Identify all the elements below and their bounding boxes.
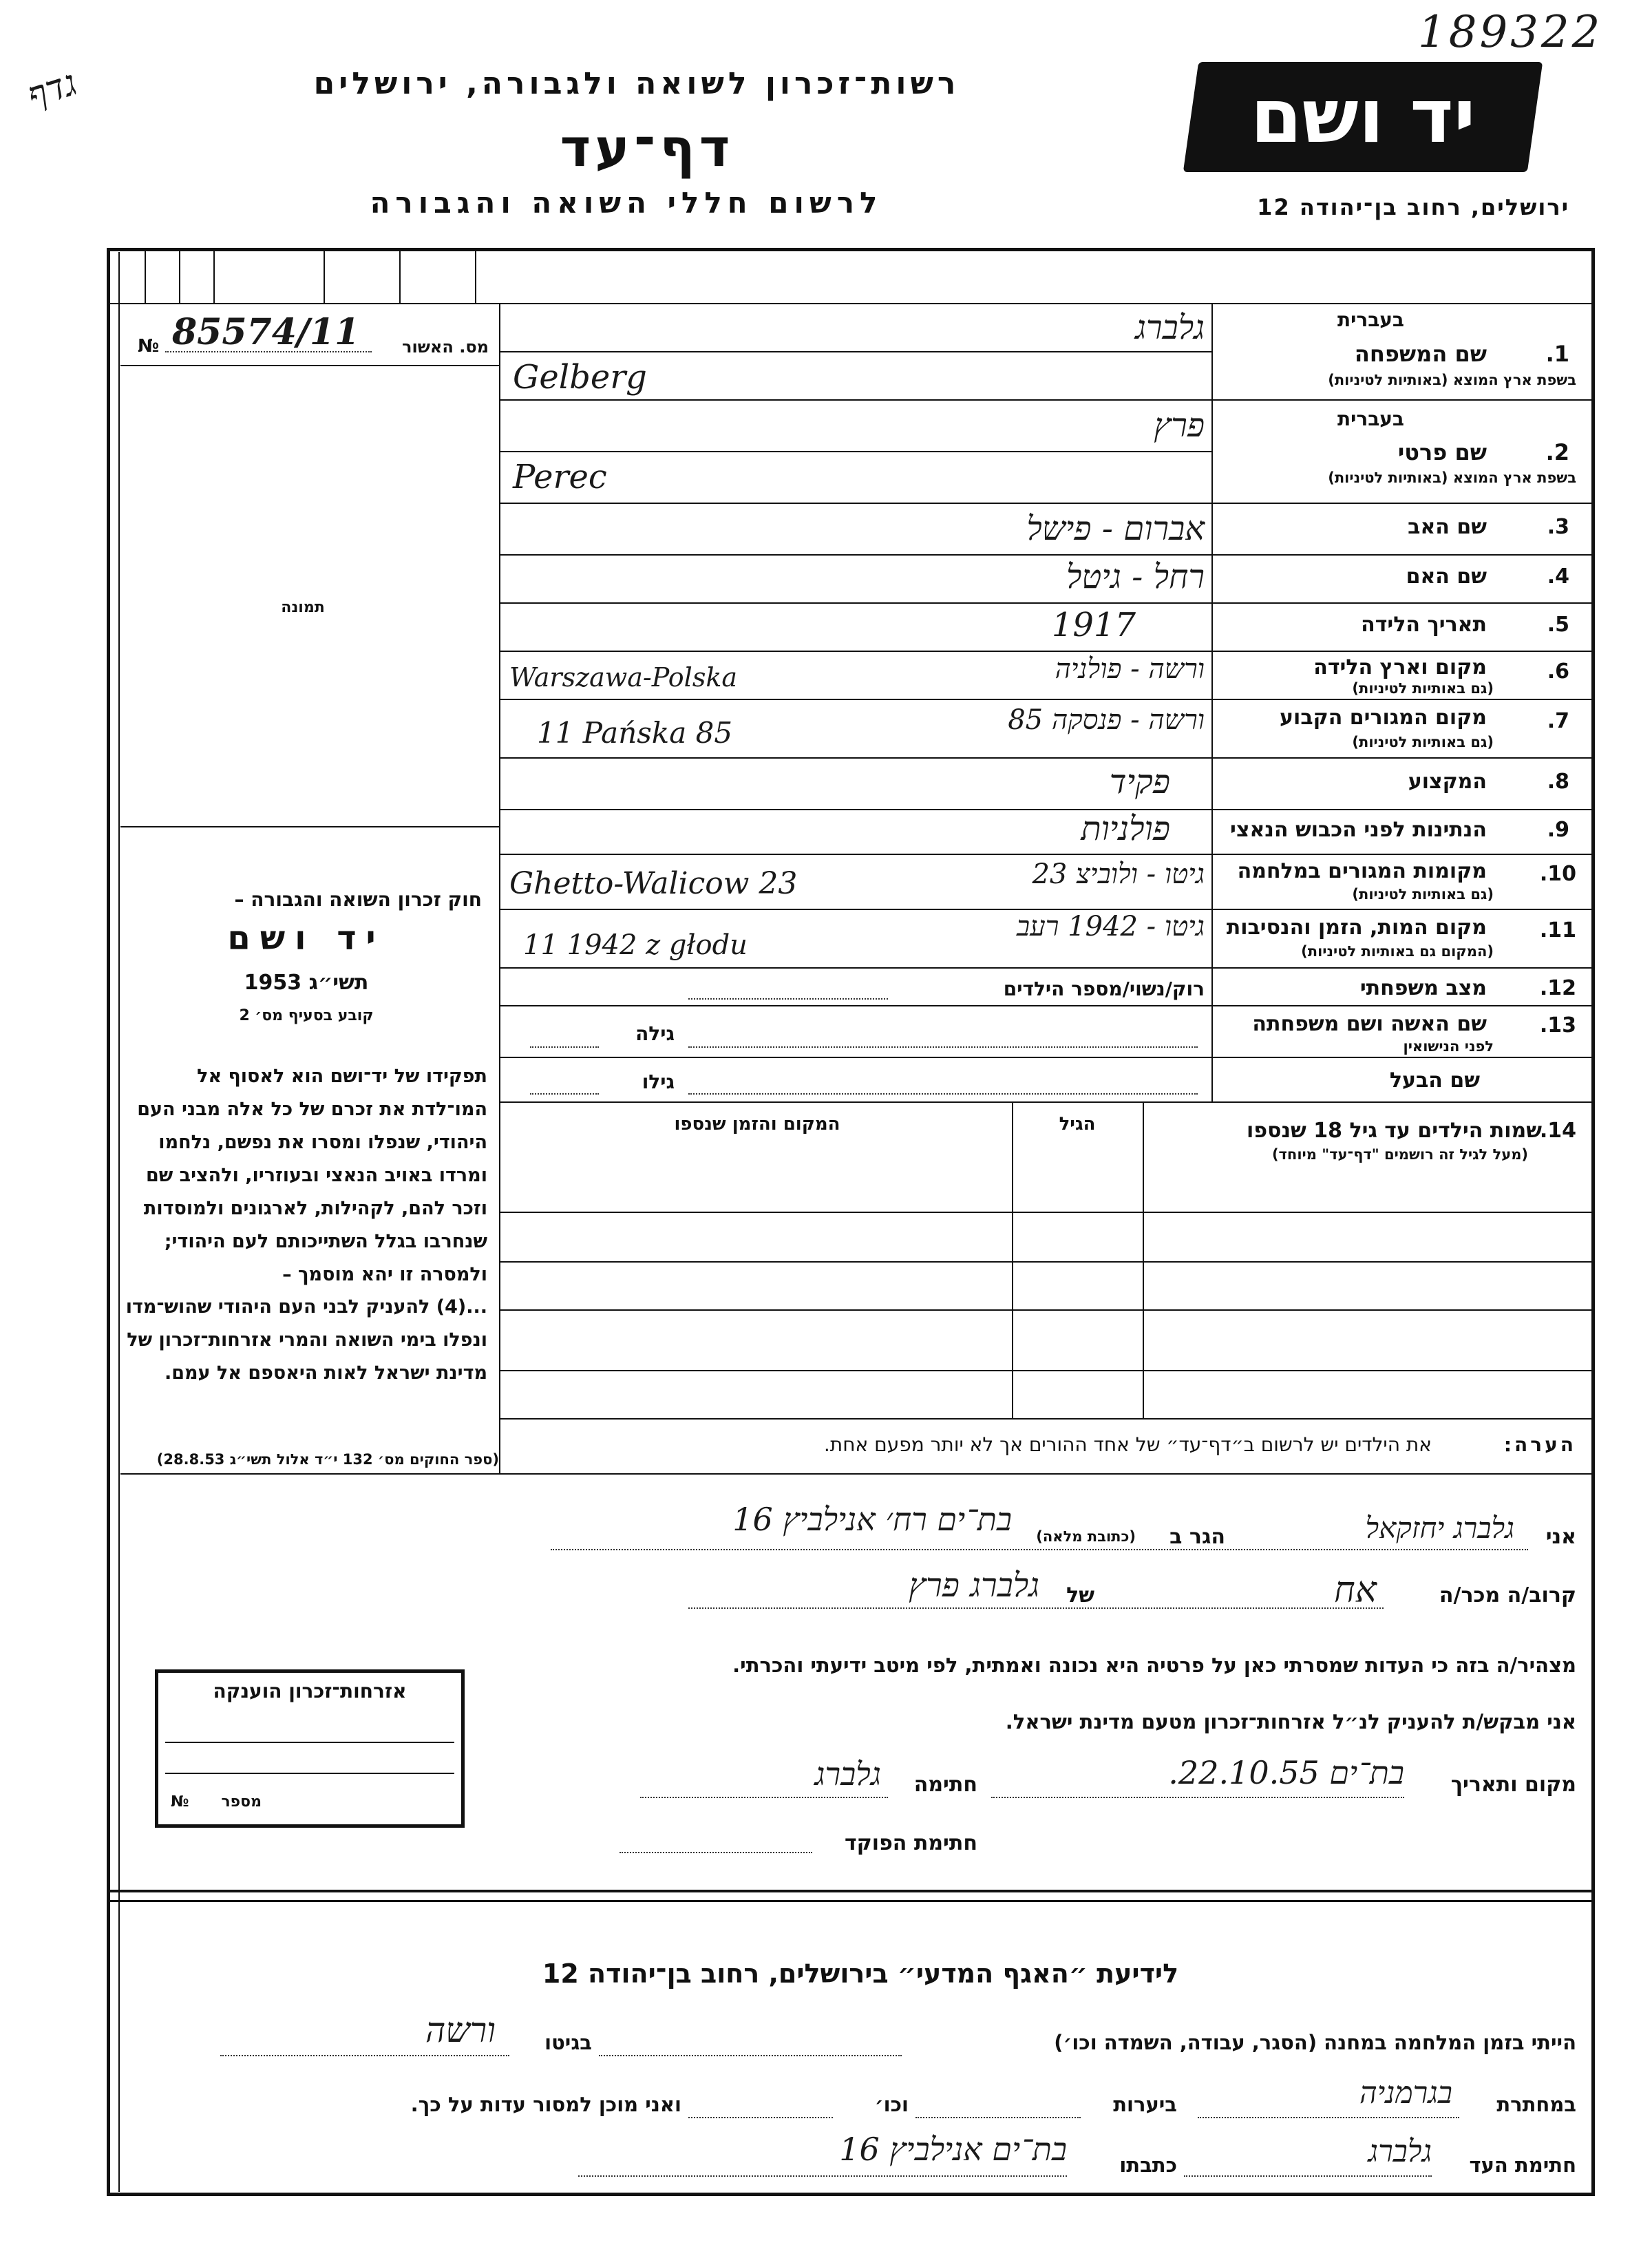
archive-number: 189322 xyxy=(1418,7,1603,58)
row-line xyxy=(499,1057,1591,1058)
field-2-label: שם פרטי xyxy=(1397,439,1487,465)
decl-statement-2: אני מבקש/ת להעניק לנ״ל אזרחות־זכרון מטעם מדינת ישראל. xyxy=(1005,1710,1576,1733)
logo-text: יד ושם xyxy=(1250,74,1476,160)
field-11-label: מקום המות, הזמן והנסיבות xyxy=(1226,916,1487,940)
field-1-sub: בשפת ארץ המוצא (באותיות לטיניות) xyxy=(1328,372,1576,388)
law-text: תפקידו של יד־ושם הוא לאסוף אל המו־לדת את זכרם של כל אלה מבני העם היהודי, שנפלו ומסרו את נפשם, נלחמו ומרדו באויב הנאצי ובעוזריו, ולהציב שם וזכר להם, לקהילות, לארגונים ולמוסדות שנחרבו בגלל השתייכותם לעם היהודי; ולמסרה זו יהא מוסמך – xyxy=(137,1066,487,1285)
field-3-num: 3. xyxy=(1547,515,1569,539)
stamp-mark: גדף xyxy=(22,62,82,117)
field-5-hebrew[interactable]: 1917 xyxy=(1051,606,1136,644)
form-title: דף־עד xyxy=(560,117,734,178)
field-9-label: הנתינות לפני הכבוש הנאצי xyxy=(1230,818,1487,842)
reg-no-suffix: № xyxy=(138,336,160,357)
row-line xyxy=(499,399,1591,401)
decl-address-hint: (כתובת מלאה) xyxy=(1036,1528,1136,1545)
field-6-num: 6. xyxy=(1547,660,1569,684)
footer-partisan-label: במחתרת xyxy=(1496,2093,1576,2116)
footer-witness-value[interactable]: גלברג xyxy=(1368,2134,1432,2169)
field-4-label: שם האם xyxy=(1406,564,1487,589)
logo xyxy=(1183,62,1543,172)
strip-div xyxy=(145,248,146,303)
left-column-divider xyxy=(499,303,500,1473)
husband-age-label: גילו xyxy=(642,1070,675,1093)
decl-resides-label: הגר ב xyxy=(1169,1525,1225,1549)
decl-address-value[interactable]: בת־ים רח׳ אנילביץ 16 xyxy=(732,1501,1012,1538)
field-1-num: 1. xyxy=(1545,341,1569,367)
decl-address-line xyxy=(551,1549,1528,1550)
reg-label: מס. האשור xyxy=(402,337,489,357)
field-4-num: 4. xyxy=(1547,564,1569,589)
decl-official-line xyxy=(620,1852,812,1853)
institution-name: רשות־זכרון לשואה ולגבורה, ירושלים xyxy=(313,66,960,101)
footer-title: לידיעת ״האגף המדעי״ בירושלים, רחוב בן־יהודה 12 xyxy=(542,1959,1179,1989)
footer-witness-label: חתימת העד xyxy=(1469,2153,1576,2177)
row-line xyxy=(499,699,1591,700)
row-line xyxy=(499,351,1211,352)
field-13-label: שם האשה ושם משפחתה xyxy=(1252,1012,1487,1036)
field-3-hebrew[interactable]: אברום - פישל xyxy=(1026,509,1205,548)
field-6-hebrew[interactable]: ורשה - פולניה xyxy=(1055,653,1205,685)
decl-signature-line xyxy=(640,1797,888,1798)
field-7-label: מקום המגורים הקבוע xyxy=(1280,706,1487,730)
decl-i-value[interactable]: גלברג יחזקאל xyxy=(1365,1511,1514,1545)
decl-signature-label: חתימה xyxy=(913,1773,977,1797)
citizenship-box-line xyxy=(165,1773,454,1774)
photo-bottom-line xyxy=(120,826,499,827)
field-13-name-line xyxy=(688,1046,1198,1048)
husband-name-line xyxy=(688,1093,1198,1095)
field-4-hebrew[interactable]: רחל - גיטל xyxy=(1066,558,1205,596)
field-14-num: 14. xyxy=(1539,1119,1576,1143)
field-13-num: 13. xyxy=(1539,1013,1576,1037)
footer-was-line xyxy=(599,2055,902,2056)
field-1-latin[interactable]: Gelberg xyxy=(513,358,647,397)
field-8-hebrew[interactable]: פקיד xyxy=(1109,763,1170,801)
footer-in-label: בגיטו xyxy=(544,2031,592,2054)
note-bottom-line xyxy=(499,1473,1591,1475)
row-line xyxy=(499,757,1591,759)
field-6-label: מקום וארץ הלידה xyxy=(1313,655,1487,679)
footer-was-label: הייתי בזמן המלחמה במחנה (הסגר, עבודה, השמדה וכו׳) xyxy=(1054,2031,1576,2054)
citizenship-box-no: № xyxy=(171,1793,189,1811)
row-line xyxy=(499,602,1591,604)
footer-partisan-line xyxy=(1198,2117,1459,2118)
row-line xyxy=(499,854,1591,855)
field-5-label: תאריך הלידה xyxy=(1361,613,1487,637)
field-6-latin[interactable]: Warszawa-Polska xyxy=(509,662,738,693)
husband-label: שם הבעל xyxy=(1389,1068,1480,1093)
field-12-options[interactable]: רוק/נשוי/מספר הילדים xyxy=(1003,978,1205,1000)
footer-address-value[interactable]: בת־ים אנילביץ 16 xyxy=(839,2131,1067,2168)
strip-div xyxy=(324,248,325,303)
form-subtitle: לרשום חללי השואה והגבורה xyxy=(370,186,883,220)
field-7-hebrew[interactable]: ורשה - פנסקה 85 xyxy=(1008,704,1205,736)
footer-in-line xyxy=(220,2055,509,2056)
citizenship-box-title: אזרחות־זכרון הוענקה xyxy=(213,1680,407,1702)
field-2-sub: בשפת ארץ המוצא (באותיות לטיניות) xyxy=(1328,469,1576,486)
field-14-sub: (מעל לגיל זה רושמים "דף־עד" מיוחד) xyxy=(1271,1146,1528,1163)
photo-label: תמונה xyxy=(281,599,325,616)
decl-signature-value[interactable]: גלברג xyxy=(814,1755,881,1793)
field-9-hebrew[interactable]: פולניות xyxy=(1081,810,1170,848)
reg-bottom-line xyxy=(120,365,499,366)
field-8-label: המקצוע xyxy=(1408,770,1487,794)
footer-etc-line xyxy=(688,2117,833,2118)
children-row-line xyxy=(499,1418,1591,1420)
footer-forest-line xyxy=(915,2117,1081,2118)
row-line xyxy=(499,503,1591,504)
field-5-num: 5. xyxy=(1547,613,1569,637)
field-11-hebrew[interactable]: גיטו - 1942 רעב xyxy=(1016,911,1205,942)
law-title: חוק זכרון השואה והגבורה – xyxy=(234,888,482,911)
field-7-num: 7. xyxy=(1547,709,1569,733)
decl-official-label: חתימת הפוקד xyxy=(845,1831,977,1855)
decl-statement-1: מצהיר/ה בזה כי העדות שמסרתי כאן על פרטיה היא נכונה ואמתית, לפי מיטב ידיעתי והכרתי. xyxy=(732,1654,1576,1677)
field-6-sub: (גם באותיות לטיניות) xyxy=(1352,680,1494,697)
reg-number: 85574/11 xyxy=(172,311,360,353)
law-reference: (ספר החוקים מס׳ 132 י״ד אלול תשי״ג 28.8.53) xyxy=(156,1451,499,1468)
field-14-col-age: הגיל xyxy=(1059,1114,1096,1135)
children-row-line xyxy=(499,1212,1591,1213)
field-10-num: 10. xyxy=(1539,862,1576,886)
field-10-sub: (גם באותיות לטיניות) xyxy=(1352,886,1494,903)
row-line xyxy=(499,1005,1591,1006)
row-line xyxy=(499,451,1211,452)
children-row-line xyxy=(499,1370,1591,1371)
field-11-num: 11. xyxy=(1539,918,1576,942)
field-9-num: 9. xyxy=(1547,818,1569,842)
footer-separator-2 xyxy=(110,1900,1591,1902)
footer-separator xyxy=(110,1890,1591,1892)
strip-div xyxy=(179,248,180,303)
header-address: ירושלים, רחוב בן־יהודה 12 xyxy=(1257,194,1569,220)
decl-of-label: של xyxy=(1066,1583,1094,1607)
law-year: תשי״ג 1953 xyxy=(244,971,369,995)
decl-relation-value[interactable]: אח xyxy=(1334,1570,1377,1611)
field-1-label: שם המשפחה xyxy=(1354,341,1487,367)
decl-relation-label: קרוב/ה מכר/ה xyxy=(1439,1583,1576,1607)
field-13-age-label: גילה xyxy=(635,1022,675,1045)
field-11-sub: (המקום גם באותיות לטיניות) xyxy=(1301,943,1494,960)
field-10-latin[interactable]: Ghetto-Walicow 23 xyxy=(509,866,798,901)
field-1-hebrew[interactable]: גלברג xyxy=(1135,308,1205,347)
law-name: יד ושם xyxy=(227,919,385,958)
field-13-sub: לפני הנישואין xyxy=(1403,1038,1494,1055)
children-row-line xyxy=(499,1309,1591,1311)
top-strip-line xyxy=(110,303,1591,304)
law-bottom-line xyxy=(120,1473,499,1475)
field-2-hebrew[interactable]: פרץ xyxy=(1154,406,1205,445)
strip-div xyxy=(399,248,401,303)
row-line xyxy=(499,1101,1591,1103)
footer-in-value[interactable]: ורשה xyxy=(425,2010,496,2050)
reg-line xyxy=(165,351,372,352)
field-8-num: 8. xyxy=(1547,770,1569,794)
field-13-age-line xyxy=(530,1046,599,1048)
note-text: את הילדים יש לרשום ב״דף־עד״ של אחד ההורים אך לא יותר מפעם אחת. xyxy=(823,1433,1432,1456)
footer-etc-label: וכו׳ xyxy=(874,2093,909,2116)
field-14-col-place: המקום והזמן שנספו xyxy=(674,1114,840,1135)
field-7-latin[interactable]: 11 Pańska 85 xyxy=(537,716,733,750)
field-10-label: מקומות המגורים במלחמה xyxy=(1237,859,1487,883)
decl-i-label: אני xyxy=(1545,1525,1576,1549)
field-2-latin[interactable]: Perec xyxy=(513,458,607,496)
row-line xyxy=(499,967,1591,969)
note-label: הערה: xyxy=(1503,1433,1576,1456)
row-line xyxy=(499,651,1591,652)
decl-of-value[interactable]: גלברג פרץ xyxy=(909,1566,1039,1605)
husband-age-line xyxy=(530,1093,599,1095)
children-row-line xyxy=(499,1261,1591,1263)
field-12-num: 12. xyxy=(1539,976,1576,1000)
decl-place-date-value[interactable]: בת־ים 22.10.55. xyxy=(1168,1754,1404,1791)
field-11-latin[interactable]: 11 1942 z głodu xyxy=(523,929,748,961)
field-14-label: שמות הילדים עד גיל 18 שנספו xyxy=(1247,1119,1542,1143)
citizenship-box-number-label: מספר xyxy=(221,1793,262,1811)
field-2-tag: בעברית xyxy=(1337,408,1404,430)
footer-address-label: כתבתו xyxy=(1119,2153,1177,2177)
law-text-2: ...(4) להעניק לבני העם היהודי שהוש־מדו ונפלו בימי השואה והמרי אזרחות־זכרון של מדינת ישראל לאות היאספם אל עמם. xyxy=(125,1296,487,1384)
footer-witness-line xyxy=(1184,2175,1432,2177)
row-line xyxy=(499,554,1591,556)
field-12-label: מצב משפחתי xyxy=(1359,976,1487,1000)
field-1-tag: בעברית xyxy=(1337,308,1404,331)
footer-forest-label: ביערות xyxy=(1113,2093,1177,2116)
field-7-sub: (גם באותיות לטיניות) xyxy=(1352,734,1494,750)
field-12-line xyxy=(688,998,888,1000)
decl-relation-line xyxy=(688,1607,1384,1609)
law-clause: קובע בסעיף מס׳ 2 xyxy=(239,1007,374,1024)
labels-divider xyxy=(1211,303,1213,1101)
footer-partisan-value[interactable]: בגרמניה xyxy=(1359,2076,1452,2111)
strip-div xyxy=(475,248,476,303)
field-3-label: שם האב xyxy=(1408,515,1487,539)
decl-place-date-label: מקום ותאריך xyxy=(1450,1773,1576,1797)
field-2-num: 2. xyxy=(1545,439,1569,465)
footer-ready-text: ואני מוכן למסור עדות על כך. xyxy=(410,2093,681,2116)
strip-div xyxy=(213,248,215,303)
citizenship-box-line xyxy=(165,1742,454,1743)
field-10-hebrew[interactable]: גיטו - ולוביצ 23 xyxy=(1032,858,1205,890)
decl-date-line xyxy=(991,1797,1404,1798)
footer-address-line xyxy=(578,2175,1067,2177)
